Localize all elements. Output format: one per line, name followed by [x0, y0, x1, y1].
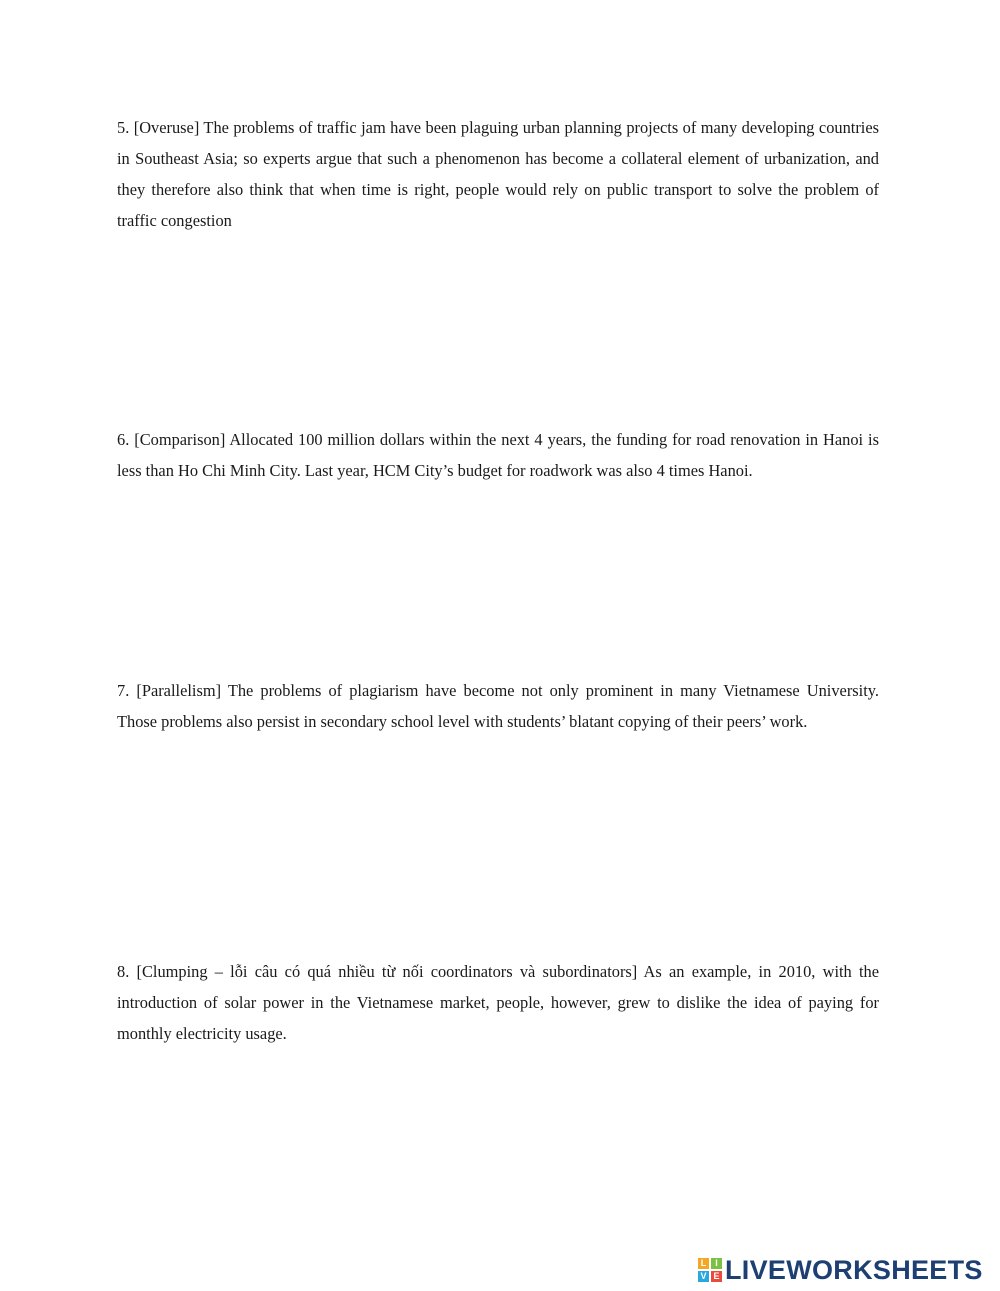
logo-block-i: I	[711, 1258, 722, 1269]
exercise-item-7: 7. [Parallelism] The problems of plagiarism have become not only prominent in many Vietnamese University. Those problems also persist in secondary school level with students’ blatant copying of their peers’ work.	[117, 681, 879, 731]
logo-block-l: L	[698, 1258, 709, 1269]
logo-wordmark: LIVEWORKSHEETS	[725, 1255, 983, 1285]
logo-blocks-icon	[698, 1258, 722, 1282]
exercise-item-6: 6. [Comparison] Allocated 100 million dollars within the next 4 years, the funding for road renovation in Hanoi is less than Ho Chi Minh City. Last year, HCM City’s budget for roadwork was also 4 times Hanoi.	[117, 430, 879, 480]
logo-block-e: E	[711, 1271, 722, 1282]
exercise-item-5: 5. [Overuse] The problems of traffic jam have been plaguing urban planning projects of many developing countries in Southeast Asia; so experts argue that such a phenomenon has become a collateral element of urbanization, and they therefore also think that when time is right, people would rely on public transport to solve the problem of traffic congestion	[117, 118, 879, 230]
exercise-item-8: 8. [Clumping – lỗi câu có quá nhiều từ nối coordinators và subordinators] As an example, in 2010, with the introduction of solar power in the Vietnamese market, people, however, grew to dislike the idea of paying for monthly electricity usage.	[117, 962, 879, 1043]
liveworksheets-logo	[698, 1256, 983, 1284]
logo-block-v: V	[698, 1271, 709, 1282]
